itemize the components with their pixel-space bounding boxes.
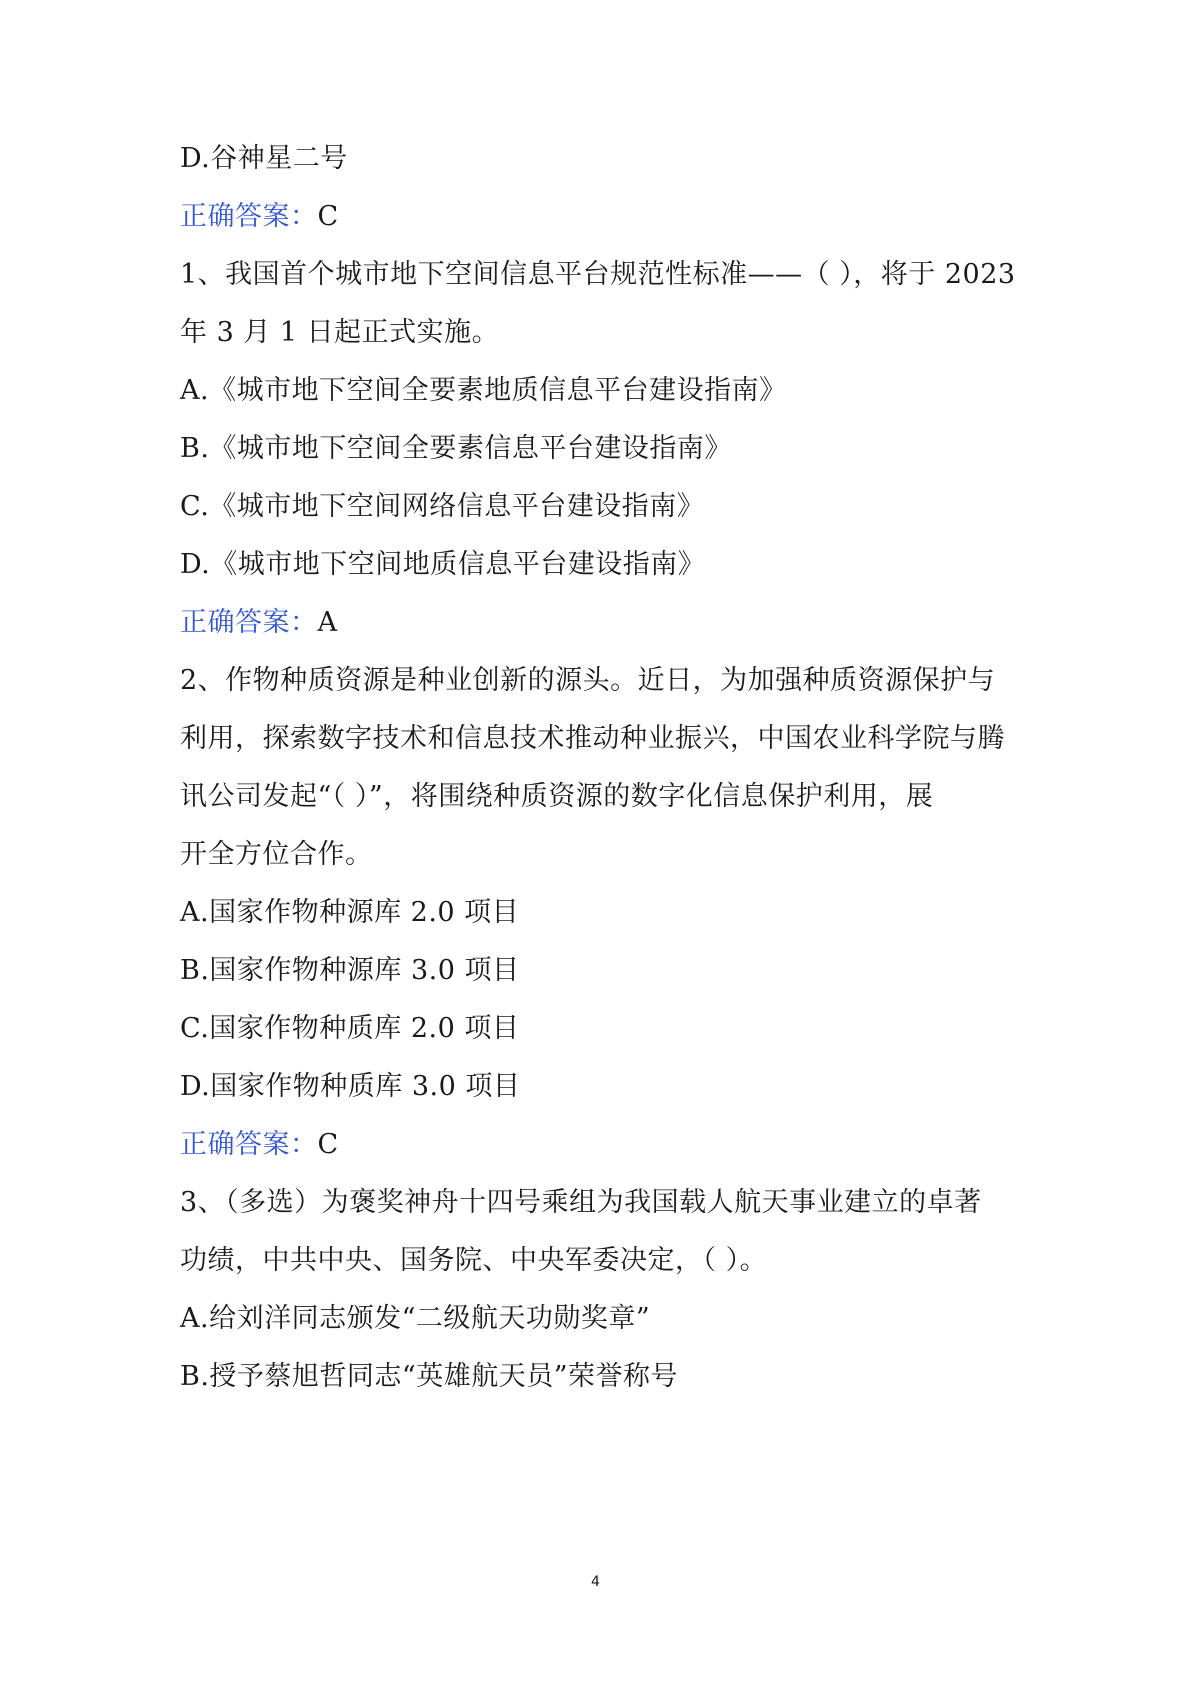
q3-line-2: 功绩，中共中央、国务院、中央军委决定，（ ）。: [180, 1245, 768, 1276]
page-number: 4: [591, 1574, 600, 1590]
prev-option-d: D.谷神星二号: [180, 143, 348, 174]
q1-line-2: 年 3 月 1 日起正式实施。: [180, 317, 500, 348]
q2-option-b: B.国家作物种源库 3.0 项目: [180, 955, 520, 986]
q2-option-a: A.国家作物种源库 2.0 项目: [180, 897, 520, 928]
q2-answer: [180, 1127, 1020, 1163]
answer-label: 正确答案：: [180, 1129, 318, 1160]
q2-option-c: C.国家作物种质库 2.0 项目: [180, 1013, 520, 1044]
answer-label: 正确答案：: [180, 607, 318, 638]
q2-line-4: 开全方位合作。: [180, 839, 373, 870]
q3-line-1: 3、（多选）为褒奖神舟十四号乘组为我国载人航天事业建立的卓著: [180, 1187, 982, 1218]
answer-label: 正确答案：: [180, 201, 318, 232]
q3-option-b: B.授予蔡旭哲同志“英雄航天员”荣誉称号: [180, 1361, 679, 1392]
prev-answer: [180, 199, 1020, 235]
q1-option-b: B.《城市地下空间全要素信息平台建设指南》: [180, 433, 732, 464]
q1-option-a: A.《城市地下空间全要素地质信息平台建设指南》: [180, 375, 787, 406]
q1-line-1: 1、我国首个城市地下空间信息平台规范性标准——（ ），将于 2023: [180, 259, 1016, 290]
answer-value: C: [317, 1129, 339, 1160]
q1-answer: [180, 605, 1020, 641]
q2-line-3: 讯公司发起“（ ）”，将围绕种质资源的数字化信息保护利用，展: [180, 781, 934, 812]
answer-value: A: [317, 607, 338, 638]
q2-line-2: 利用，探索数字技术和信息技术推动种业振兴，中国农业科学院与腾: [180, 723, 1005, 754]
q2-line-1: 2、作物种质资源是种业创新的源头。近日，为加强种质资源保护与: [180, 665, 996, 696]
q2-option-d: D.国家作物种质库 3.0 项目: [180, 1071, 521, 1102]
answer-value: C: [317, 201, 339, 232]
q3-option-a: A.给刘洋同志颁发“二级航天功勋奖章”: [180, 1303, 651, 1334]
q1-option-c: C.《城市地下空间网络信息平台建设指南》: [180, 491, 705, 522]
q1-option-d: D.《城市地下空间地质信息平台建设指南》: [180, 549, 706, 580]
